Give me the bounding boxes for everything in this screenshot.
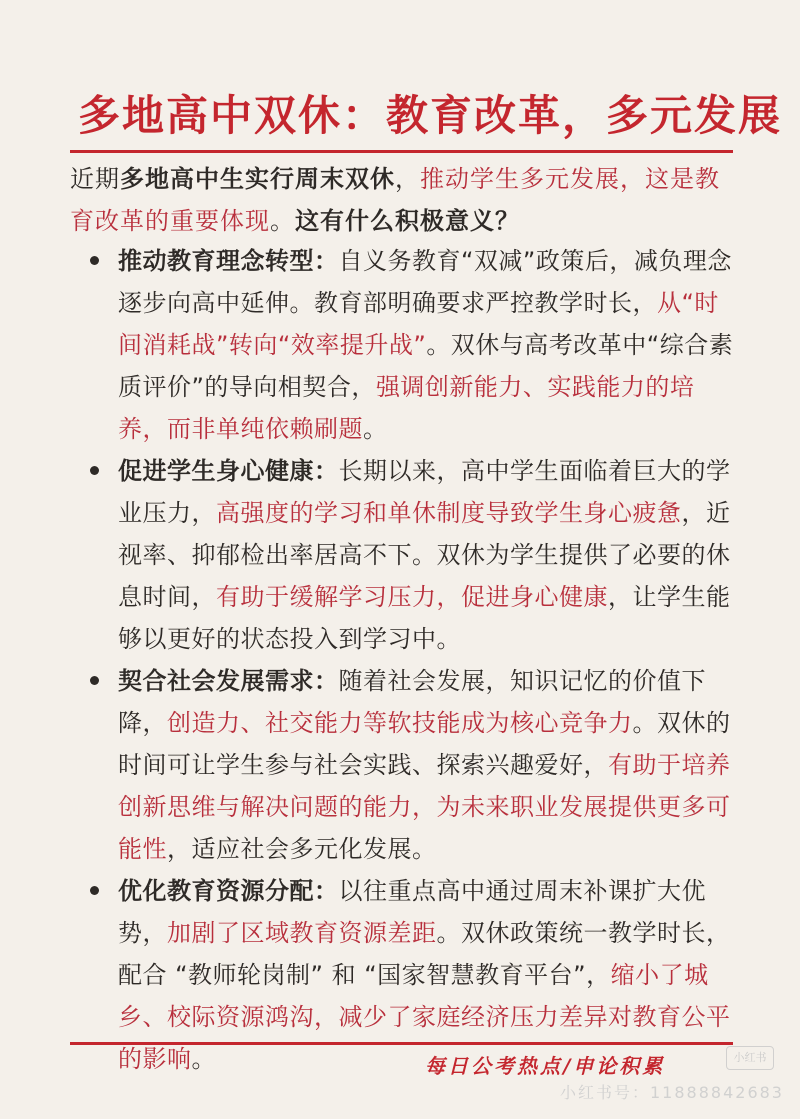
item-text: 自义务教育“双减”政策后，减负理念逐步向高中延伸。教育部明确要求严控教学时长，: [118, 247, 732, 317]
item-highlight: 高强度的学习和单休制度导致学生身心疲惫: [216, 499, 682, 527]
intro-bold-text: 多地高中生实行周末双休: [120, 165, 395, 193]
item-text: 。双休的时间可让学生参与社会实践、探索兴趣爱好，: [118, 709, 731, 779]
item-highlight: 强调创新能力、实践能力的培养，而非单纯依赖刷题: [118, 373, 695, 443]
list-item: [70, 660, 735, 870]
item-text: 长期以来，高中学生面临着巨大的学业压力，: [118, 457, 731, 527]
item-highlight: 加剧了区域教育资源差距: [167, 919, 437, 947]
list-item: [70, 240, 735, 450]
item-text: 。: [363, 415, 388, 443]
bullet-dot: [90, 886, 99, 895]
item-text: ，让学生能够以更好的状态投入到学习中。: [118, 583, 731, 653]
intro-highlight-text: 推动学生多元发展，这是教育改革的重要体现: [70, 165, 720, 235]
intro-text: 近期: [70, 165, 120, 193]
item-text: 。双休政策统一教学时长，配合 “教师轮岗制” 和 “国家智慧教育平台”，: [118, 919, 731, 989]
watermark-id: 小红书号：11888842683: [560, 1083, 784, 1102]
item-text: 。: [191, 1045, 216, 1073]
item-highlight: 创造力、社交能力等软技能成为核心竞争力: [167, 709, 633, 737]
item-text: ，适应社会多元化发展。: [167, 835, 437, 863]
list-item: [70, 870, 735, 1080]
item-text: ，近视率、抑郁检出率居高不下。双休为学生提供了必要的休息时间，: [118, 499, 731, 611]
item-heading: 契合社会发展需求：: [118, 667, 339, 695]
intro-paragraph: [70, 158, 730, 242]
list-item: [70, 450, 735, 660]
item-highlight: 有助于缓解学习压力，促进身心健康: [216, 583, 608, 611]
bullet-dot: [90, 256, 99, 265]
title-divider: [70, 150, 733, 153]
footer-divider: [70, 1042, 733, 1045]
bullet-dot: [90, 466, 99, 475]
bullet-dot: [90, 676, 99, 685]
item-heading: 推动教育理念转型：: [118, 247, 339, 275]
item-text: 。双休与高考改革中“综合素质评价”的导向相契合，: [118, 331, 734, 401]
item-heading: 促进学生身心健康：: [118, 457, 339, 485]
item-text: 随着社会发展，知识记忆的价值下降，: [118, 667, 706, 737]
watermark-logo: 小红书: [726, 1046, 774, 1070]
item-heading: 优化教育资源分配：: [118, 877, 339, 905]
item-highlight: 缩小了城乡、校际资源鸿沟，减少了家庭经济压力差异对教育公平的影响: [118, 961, 731, 1073]
item-text: 以往重点高中通过周末补课扩大优势，: [118, 877, 706, 947]
footer-caption: 每日公考热点/申论积累: [425, 1054, 666, 1078]
intro-text: 。: [270, 207, 295, 235]
intro-question: 这有什么积极意义？: [295, 207, 520, 235]
item-highlight: 从“时间消耗战”转向“效率提升战”: [118, 289, 719, 359]
points-list: [70, 240, 735, 1080]
item-highlight: 有助于培养创新思维与解决问题的能力，为未来职业发展提供更多可能性: [118, 751, 731, 863]
intro-text: ，: [395, 165, 420, 193]
article-title: 多地高中双休：教育改革，多元发展: [78, 91, 783, 140]
